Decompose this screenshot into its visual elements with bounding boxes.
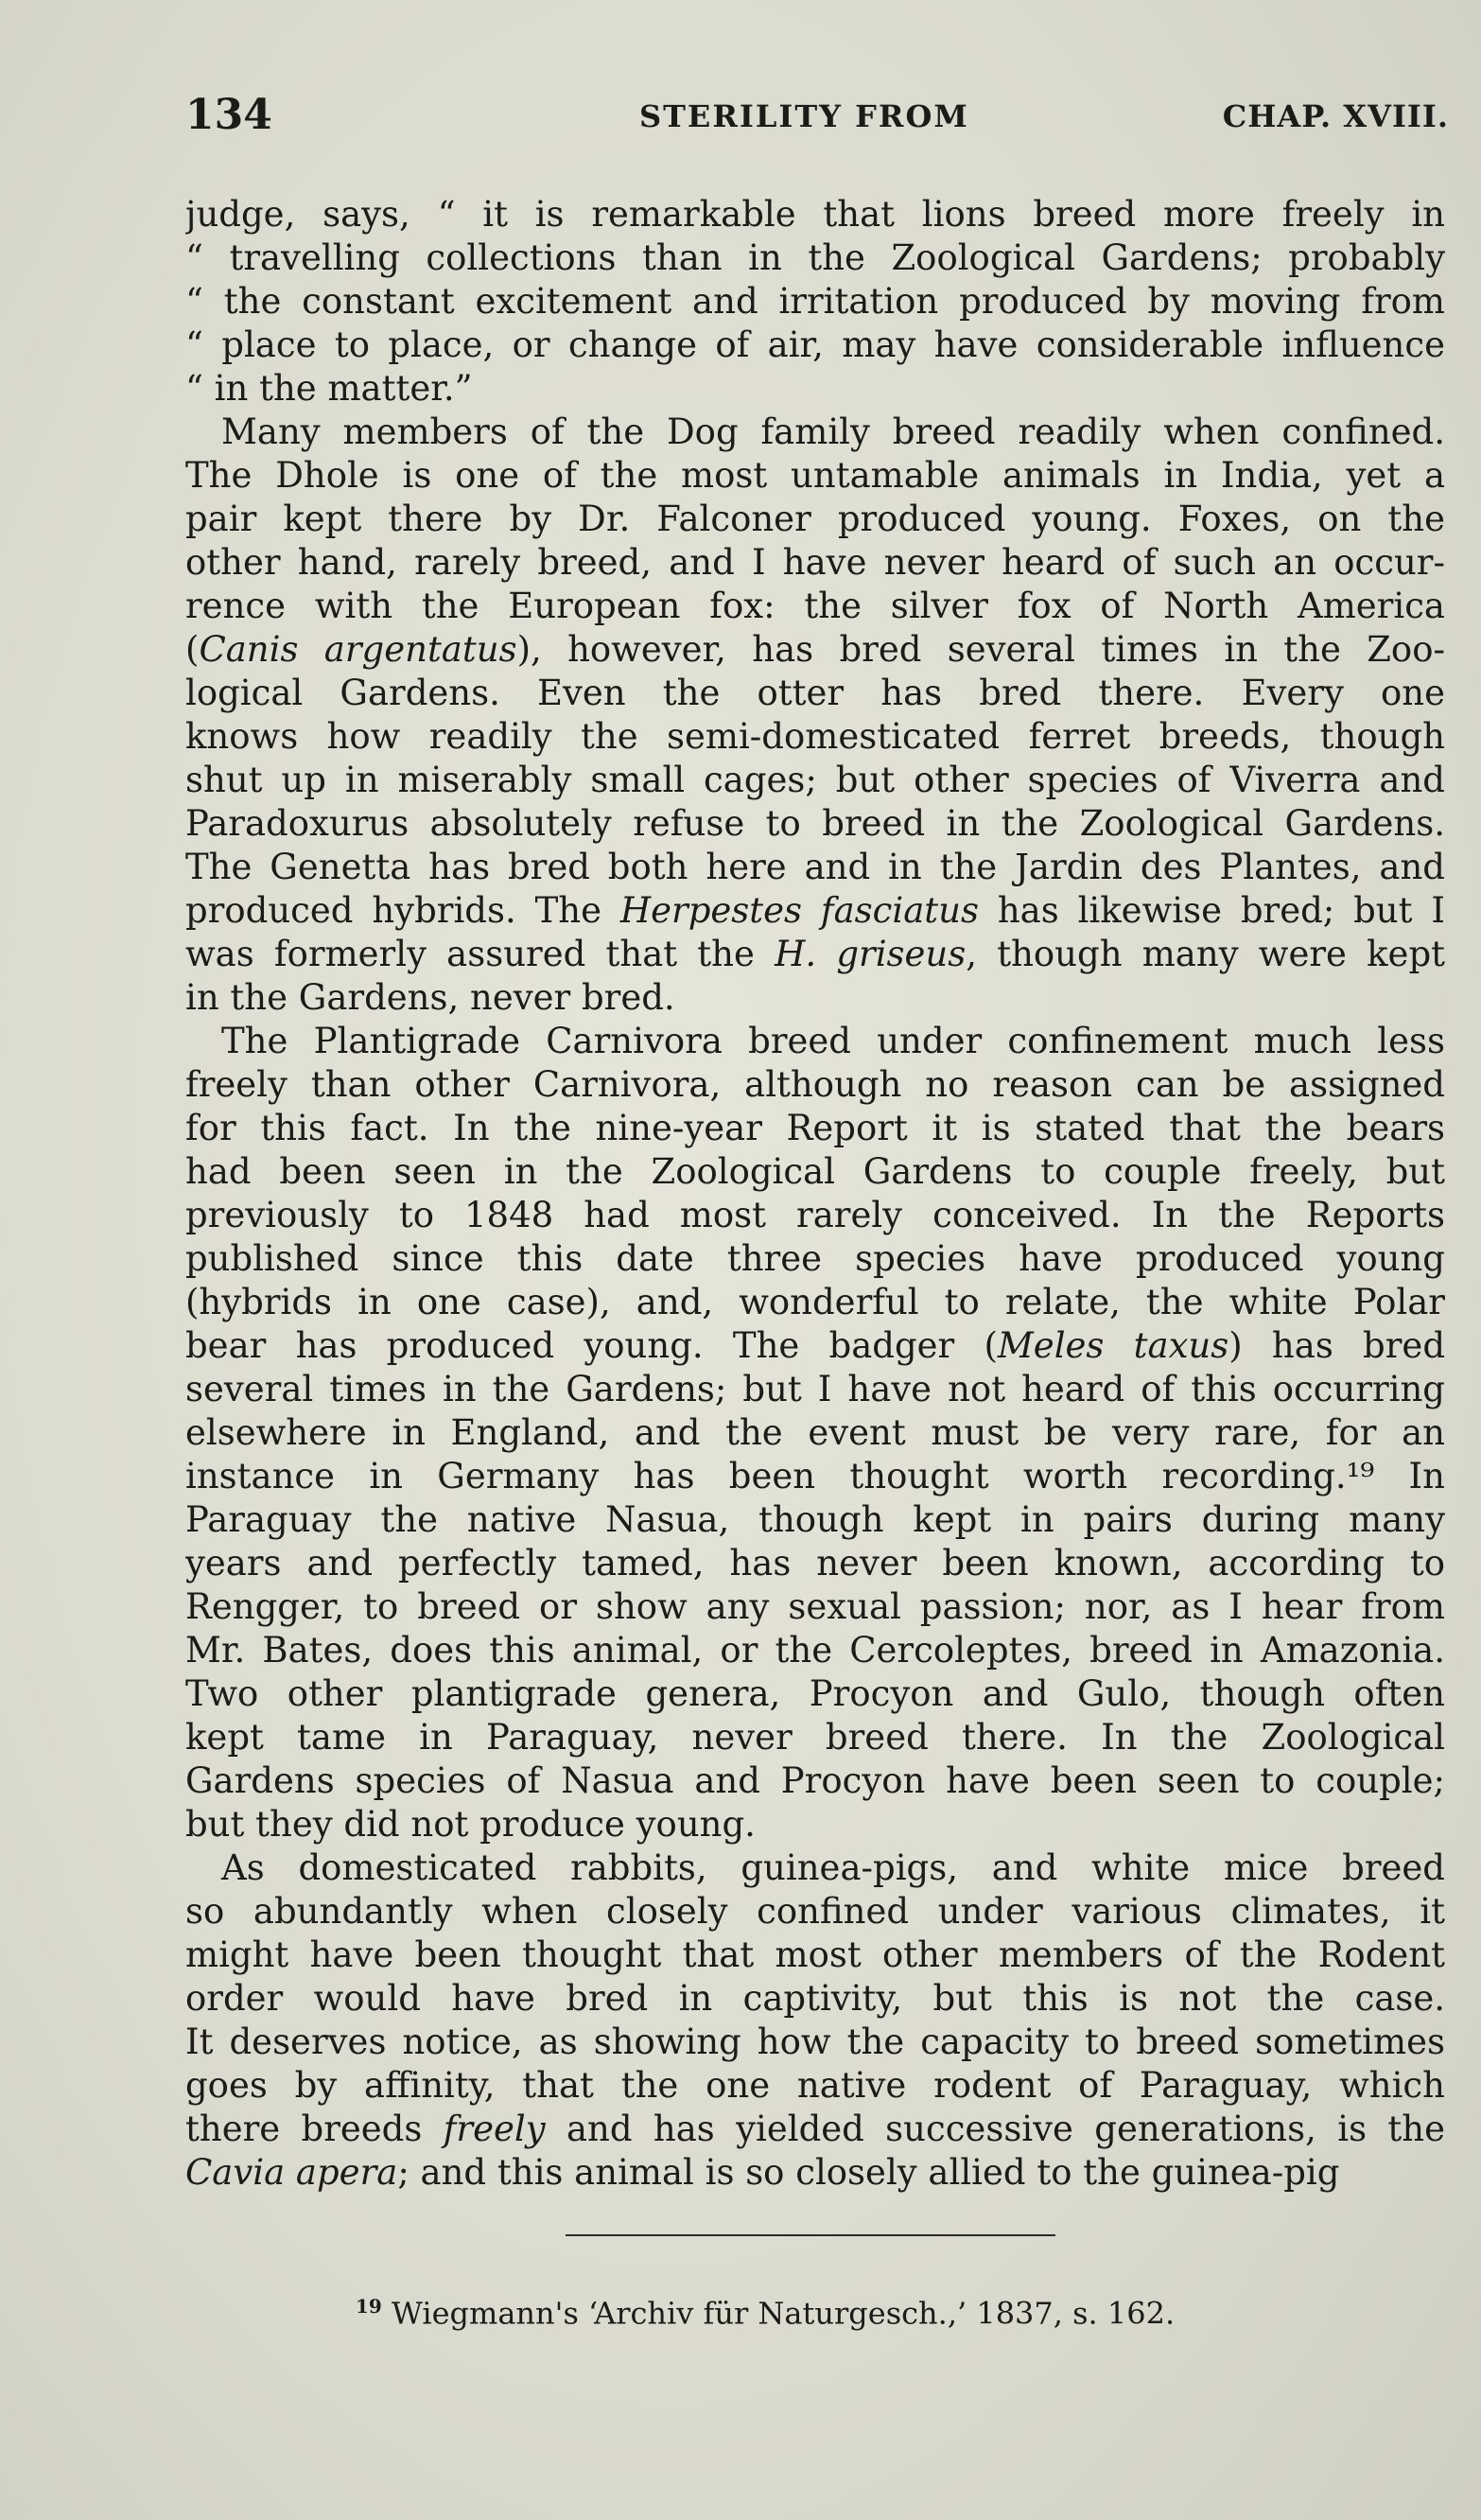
text-line: previously to 1848 had most rarely conceived. In the Reports xyxy=(185,1195,1445,1235)
text-segment: , though many were kept xyxy=(966,934,1445,974)
text-line: for this fact. In the nine-year Report it is stated that the bears xyxy=(185,1108,1445,1148)
italic-term: Cavia apera xyxy=(185,2152,398,2193)
text-line: but they did not produce young. xyxy=(185,1804,756,1845)
text-line: Paradoxurus absolutely refuse to breed in the Zoological Gardens. xyxy=(185,803,1445,844)
text-line: Gardens species of Nasua and Procyon have been seen to couple; xyxy=(185,1760,1445,1801)
text-segment: bear has produced young. The badger ( xyxy=(185,1325,998,1366)
footnote-text: Wiegmann's ‘Archiv für Naturgesch.,’ 1837, s. 162. xyxy=(392,2295,1176,2332)
text-line: pair kept there by Dr. Falconer produced young. Foxes, on the xyxy=(185,499,1445,539)
text-line: kept tame in Paraguay, never breed there. In the Zoological xyxy=(185,1717,1445,1758)
text-line: other hand, rarely breed, and I have never heard of such an occur- xyxy=(185,542,1445,583)
text-line: had been seen in the Zoological Gardens to couple freely, but xyxy=(185,1151,1445,1192)
text-line: “ in the matter.” xyxy=(185,368,473,409)
text-line: “ the constant excitement and irritation produced by moving from xyxy=(185,281,1445,322)
text-line: The Genetta has bred both here and in the Jardin des Plantes, and xyxy=(185,847,1445,887)
text-line: logical Gardens. Even the otter has bred there. Every one xyxy=(185,673,1445,713)
text-segment: ( xyxy=(185,629,200,670)
text-line: Mr. Bates, does this animal, or the Cercoleptes, breed in Amazonia. xyxy=(185,1630,1445,1671)
text-segment: has likewise bred; but I xyxy=(978,890,1445,931)
text-line: judge, says, “ it is remarkable that lions breed more freely in xyxy=(185,194,1445,235)
text-line xyxy=(185,1324,1445,1368)
running-head: STERILITY FROM xyxy=(639,98,969,134)
text-line: instance in Germany has been thought worth recording.¹⁹ In xyxy=(185,1456,1445,1496)
text-line: might have been thought that most other members of the Rodent xyxy=(185,1934,1445,1975)
text-line: As domesticated rabbits, guinea-pigs, and white mice breed xyxy=(221,1847,1445,1888)
text-line: freely than other Carnivora, although no reason can be assigned xyxy=(185,1064,1445,1105)
text-line xyxy=(185,628,1445,672)
footnote-rule xyxy=(566,2234,1055,2236)
text-segment: ; and this animal is so closely allied to the guinea-pig xyxy=(397,2152,1340,2193)
text-line: so abundantly when closely confined under various climates, it xyxy=(185,1891,1445,1932)
text-line: It deserves notice, as showing how the capacity to breed sometimes xyxy=(185,2021,1445,2062)
italic-term: Canis argentatus xyxy=(199,629,517,670)
text-line: several times in the Gardens; but I have not heard of this occurring xyxy=(185,1369,1445,1409)
text-line: years and perfectly tamed, has never been known, according to xyxy=(185,1543,1445,1584)
italic-term: Meles taxus xyxy=(997,1325,1229,1366)
footnote xyxy=(356,2287,1443,2333)
text-line: shut up in miserably small cages; but other species of Viverra and xyxy=(185,760,1445,800)
text-line xyxy=(185,889,1445,933)
text-line xyxy=(185,2151,1445,2195)
text-line xyxy=(185,2108,1445,2151)
text-segment: was formerly assured that the xyxy=(185,934,775,974)
page-header xyxy=(185,91,1449,148)
text-line: Two other plantigrade genera, Procyon and Gulo, though often xyxy=(185,1673,1445,1714)
text-line xyxy=(185,933,1445,976)
text-segment: ), however, has bred several times in the Zoo- xyxy=(516,629,1445,670)
body-text xyxy=(185,193,1445,2195)
text-line: “ travelling collections than in the Zoological Gardens; probably xyxy=(185,237,1445,278)
text-line: “ place to place, or change of air, may have considerable influence xyxy=(185,324,1445,365)
text-line: published since this date three species have produced young xyxy=(185,1238,1445,1279)
italic-term: Herpestes fasciatus xyxy=(619,890,979,931)
text-line: Rengger, to breed or show any sexual passion; nor, as I hear from xyxy=(185,1586,1445,1627)
text-line: elsewhere in England, and the event must be very rare, for an xyxy=(185,1412,1445,1453)
text-line: goes by affinity, that the one native rodent of Paraguay, which xyxy=(185,2065,1445,2106)
text-line: The Dhole is one of the most untamable animals in India, yet a xyxy=(185,455,1445,496)
text-line: (hybrids in one case), and, wonderful to relate, the white Polar xyxy=(185,1282,1445,1322)
text-line: The Plantigrade Carnivora breed under confinement much less xyxy=(221,1021,1445,1061)
text-line: Paraguay the native Nasua, though kept in pairs during many xyxy=(185,1499,1445,1540)
text-segment: and has yielded successive generations, is the xyxy=(545,2109,1445,2149)
chapter-reference: CHAP. XVIII. xyxy=(1222,98,1449,134)
text-line: knows how readily the semi-domesticated ferret breeds, though xyxy=(185,716,1445,757)
text-line: rence with the European fox: the silver fox of North America xyxy=(185,586,1445,626)
text-line: in the Gardens, never bred. xyxy=(185,977,675,1018)
text-line: order would have bred in captivity, but this is not the case. xyxy=(185,1978,1445,2019)
text-segment: produced hybrids. The xyxy=(185,890,620,931)
italic-term: freely xyxy=(443,2109,546,2149)
text-line: Many members of the Dog family breed readily when confined. xyxy=(221,411,1445,452)
footnote-marker: 19 xyxy=(356,2295,382,2318)
text-segment: there breeds xyxy=(185,2109,444,2149)
italic-term: H. griseus xyxy=(775,934,967,974)
page-number: 134 xyxy=(185,91,272,139)
text-segment: ) has bred xyxy=(1228,1325,1445,1366)
